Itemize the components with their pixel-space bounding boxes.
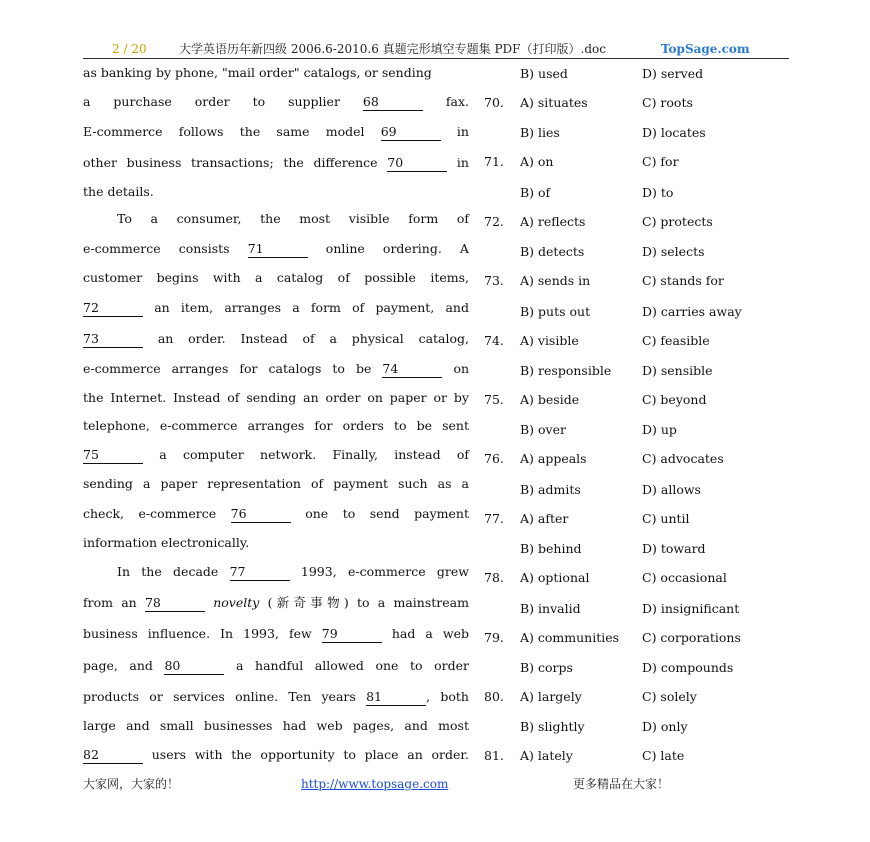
option-left: A) appeals: [520, 451, 587, 466]
question-number: 76.: [484, 451, 504, 466]
option-right: D) allows: [642, 482, 701, 497]
option-row: [484, 64, 784, 84]
question-number: 80.: [484, 689, 504, 704]
option-left: B) behind: [520, 541, 582, 556]
question-number: 81.: [484, 748, 504, 763]
passage-line: a purchase order to supplier 68 fax.: [83, 94, 469, 109]
option-row: [484, 539, 784, 559]
option-row: [484, 93, 784, 113]
option-left: A) visible: [520, 333, 579, 348]
passage-line: e-commerce arranges for catalogs to be 74 on: [83, 361, 470, 376]
option-left: B) admits: [520, 482, 581, 497]
passage-line: In the decade 77 1993, e-commerce grew: [117, 564, 469, 579]
option-row: [484, 242, 784, 262]
passage-line: from an 78 novelty (新奇事物) to a mainstream: [83, 595, 469, 610]
option-right: C) corporations: [642, 630, 741, 645]
option-right: C) feasible: [642, 333, 710, 348]
blank-76: 76: [231, 506, 291, 523]
option-row: [484, 302, 784, 322]
option-row: [484, 390, 784, 410]
option-right: D) served: [642, 66, 704, 81]
option-row: [484, 420, 784, 440]
page-header: [83, 41, 789, 57]
question-number: 77.: [484, 511, 504, 526]
option-right: D) compounds: [642, 660, 734, 675]
option-row: [484, 331, 784, 351]
option-row: [484, 746, 784, 766]
passage-line: as banking by phone, "mail order" catalogs, or sending: [83, 65, 432, 80]
option-left: B) corps: [520, 660, 573, 675]
blank-70: 70: [387, 155, 447, 172]
option-right: C) solely: [642, 689, 697, 704]
option-row: [484, 183, 784, 203]
passage-line: the Internet. Instead of sending an order on paper or by: [83, 390, 469, 405]
question-number: 72.: [484, 214, 504, 229]
option-right: D) carries away: [642, 304, 742, 319]
passage-line: large and small businesses had web pages, and most: [83, 718, 469, 733]
blank-72: 72: [83, 300, 143, 317]
passage-line: check, e-commerce 76 one to send payment: [83, 506, 469, 521]
option-right: C) stands for: [642, 273, 724, 288]
option-row: [484, 361, 784, 381]
passage-line: 82 users with the opportunity to place an order.: [83, 747, 469, 762]
option-right: C) until: [642, 511, 690, 526]
option-row: [484, 212, 784, 232]
option-right: C) advocates: [642, 451, 724, 466]
brand-logo-text[interactable]: TopSage.com: [661, 42, 750, 56]
question-number: 78.: [484, 570, 504, 585]
option-right: C) roots: [642, 95, 693, 110]
option-right: D) insignificant: [642, 601, 740, 616]
option-left: A) reflects: [520, 214, 586, 229]
option-row: [484, 717, 784, 737]
blank-68: 68: [363, 94, 423, 111]
passage-line: 73 an order. Instead of a physical catalog,: [83, 331, 469, 346]
option-right: C) protects: [642, 214, 713, 229]
passage-line: 75 a computer network. Finally, instead of: [83, 447, 469, 462]
passage-line: customer begins with a catalog of possible items,: [83, 270, 469, 285]
blank-75: 75: [83, 447, 143, 464]
passage-line: information electronically.: [83, 535, 250, 550]
option-row: [484, 123, 784, 143]
option-left: A) beside: [520, 392, 580, 407]
option-row: [484, 152, 784, 172]
passage-line: the details.: [83, 184, 154, 199]
passage-line: e-commerce consists 71 online ordering. A: [83, 241, 469, 256]
blank-71: 71: [248, 241, 308, 258]
option-left: B) lies: [520, 125, 560, 140]
blank-79: 79: [322, 626, 382, 643]
question-number: 70.: [484, 95, 504, 110]
blank-73: 73: [83, 331, 143, 348]
question-number: 71.: [484, 154, 504, 169]
option-left: B) used: [520, 66, 568, 81]
passage-line: business influence. In 1993, few 79 had a web: [83, 626, 469, 641]
passage-line: E-commerce follows the same model 69 in: [83, 124, 469, 139]
option-right: C) occasional: [642, 570, 727, 585]
option-left: A) after: [520, 511, 569, 526]
option-row: [484, 480, 784, 500]
question-number: 79.: [484, 630, 504, 645]
option-left: A) situates: [520, 95, 588, 110]
header-divider: [83, 58, 789, 59]
option-right: D) up: [642, 422, 677, 437]
option-right: D) sensible: [642, 363, 713, 378]
passage-line: telephone, e-commerce arranges for orders to be sent: [83, 418, 469, 433]
option-right: C) for: [642, 154, 679, 169]
option-row: [484, 658, 784, 678]
page-indicator: 2 / 20: [112, 42, 147, 56]
option-left: B) invalid: [520, 601, 581, 616]
option-left: B) over: [520, 422, 566, 437]
document-title: 大学英语历年新四级 2006.6-2010.6 真题完形填空专题集 PDF（打印版）.doc: [179, 42, 606, 56]
option-right: D) only: [642, 719, 688, 734]
option-left: B) of: [520, 185, 551, 200]
passage-line: products or services online. Ten years 81 , both: [83, 689, 469, 704]
option-left: B) detects: [520, 244, 585, 259]
footer-link[interactable]: http://www.topsage.com: [301, 777, 449, 791]
option-left: A) on: [520, 154, 554, 169]
blank-69: 69: [381, 124, 441, 141]
option-right: D) locates: [642, 125, 706, 140]
option-left: A) communities: [520, 630, 620, 645]
passage-line: page, and 80 a handful allowed one to order: [83, 658, 469, 673]
passage-line: other business transactions; the difference 70 in: [83, 155, 469, 170]
footer-right-text: 更多精品在大家！: [573, 777, 670, 791]
blank-80: 80: [164, 658, 224, 675]
blank-81: 81: [366, 689, 426, 706]
option-left: A) sends in: [520, 273, 591, 288]
question-number: 75.: [484, 392, 504, 407]
question-number: 73.: [484, 273, 504, 288]
page-footer: [83, 776, 789, 792]
option-right: D) toward: [642, 541, 706, 556]
option-right: C) beyond: [642, 392, 707, 407]
option-right: C) late: [642, 748, 685, 763]
passage-line: 72 an item, arranges a form of payment, and: [83, 300, 469, 315]
blank-77: 77: [230, 564, 290, 581]
footer-left-text: 大家网，大家的！: [83, 777, 180, 791]
passage-line: To a consumer, the most visible form of: [117, 211, 469, 226]
option-row: [484, 509, 784, 529]
option-row: [484, 687, 784, 707]
option-left: B) responsible: [520, 363, 612, 378]
option-left: A) lately: [520, 748, 573, 763]
option-right: D) selects: [642, 244, 705, 259]
option-row: [484, 449, 784, 469]
option-right: D) to: [642, 185, 674, 200]
option-left: B) slightly: [520, 719, 585, 734]
option-row: [484, 628, 784, 648]
option-row: [484, 271, 784, 291]
option-left: A) optional: [520, 570, 590, 585]
blank-82: 82: [83, 747, 143, 764]
blank-74: 74: [382, 361, 442, 378]
option-row: [484, 599, 784, 619]
passage-line: sending a paper representation of payment such as a: [83, 476, 469, 491]
option-left: B) puts out: [520, 304, 591, 319]
question-number: 74.: [484, 333, 504, 348]
option-row: [484, 568, 784, 588]
option-left: A) largely: [520, 689, 582, 704]
blank-78: 78: [145, 595, 205, 612]
